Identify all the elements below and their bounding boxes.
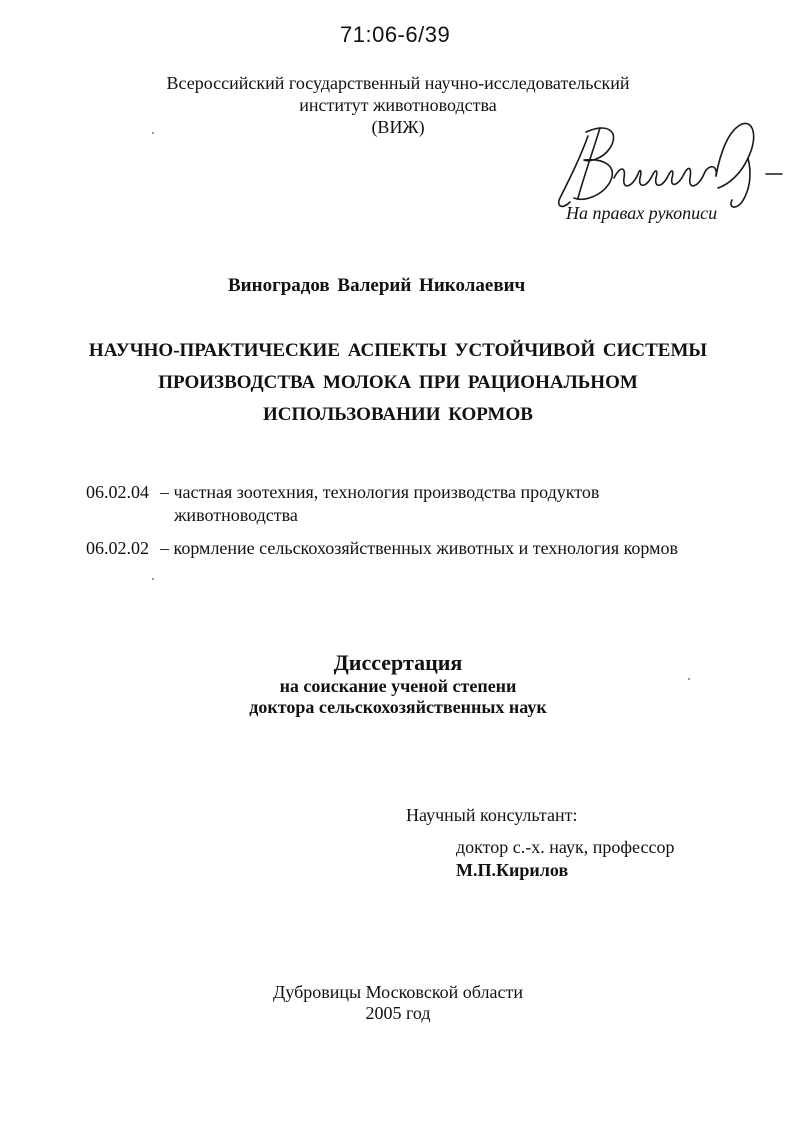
scan-speck <box>152 132 154 134</box>
consultant-name: М.П.Кирилов <box>456 860 569 880</box>
dissertation-title-line1: НАУЧНО-ПРАКТИЧЕСКИЕ АСПЕКТЫ УСТОЙЧИВОЙ СИСТЕМЫ <box>88 340 708 361</box>
catalog-code: 71:06-6/39 <box>340 22 451 47</box>
scan-speck <box>688 678 690 680</box>
consultant-rank: доктор с.-х. наук, профессор <box>456 837 675 857</box>
manuscript-rights: На правах рукописи <box>566 203 718 223</box>
place: Дубровицы Московской области <box>273 982 523 1002</box>
document-type: Диссертация <box>333 650 463 675</box>
author-name: Виноградов Валерий Николаевич <box>228 275 526 296</box>
consultant-label: Научный консультант: <box>406 805 578 825</box>
institution-name-line2: институт животноводства <box>299 95 497 115</box>
specialty-code: 06.02.04 <box>86 482 149 502</box>
degree-line2: доктора сельскохозяйственных наук <box>249 697 547 717</box>
dissertation-title-line3: ИСПОЛЬЗОВАНИИ КОРМОВ <box>263 404 533 425</box>
scan-speck <box>152 578 154 580</box>
institution-abbreviation: (ВИЖ) <box>371 117 425 137</box>
specialty-code: 06.02.02 <box>86 538 149 558</box>
institution-name-line1: Всероссийский государственный научно-исследовательский <box>166 73 630 93</box>
year: 2005 год <box>365 1003 431 1023</box>
specialty-description-continued: животноводства <box>174 505 298 525</box>
specialty-description: – кормление сельскохозяйственных животных и технология кормов <box>160 538 679 558</box>
dissertation-title-line2: ПРОИЗВОДСТВА МОЛОКА ПРИ РАЦИОНАЛЬНОМ <box>158 372 638 393</box>
degree-line1: на соискание ученой степени <box>279 676 517 696</box>
specialty-description: – частная зоотехния, технология производства продуктов <box>160 482 600 502</box>
